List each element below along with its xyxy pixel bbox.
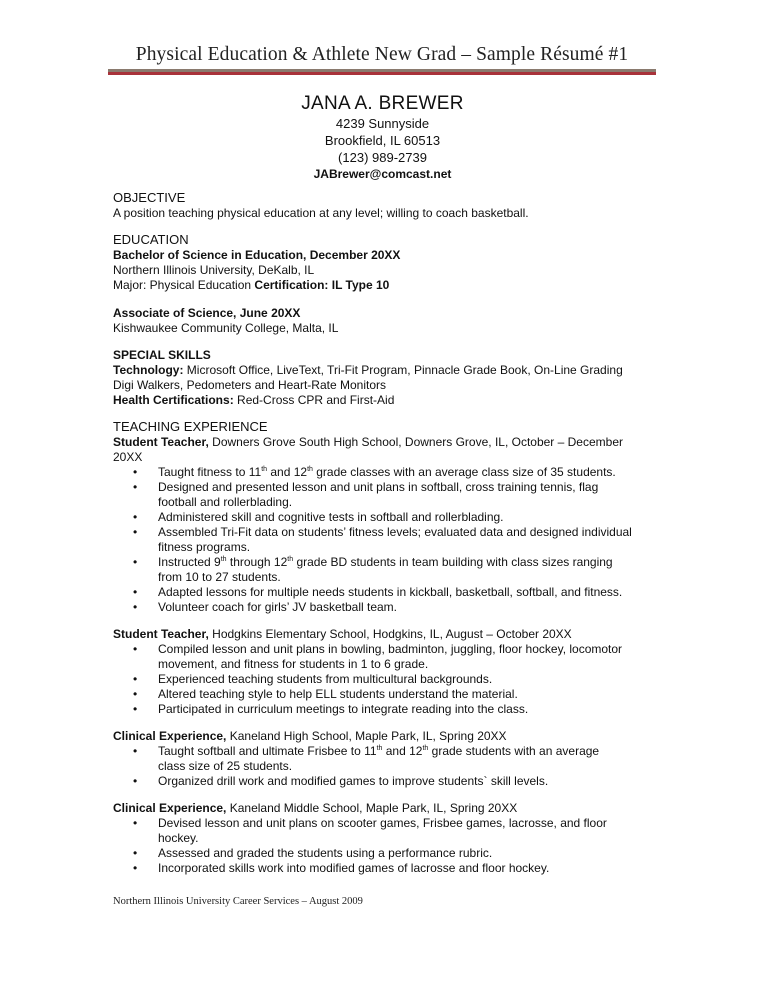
- applicant-name: JANA A. BREWER: [301, 93, 464, 114]
- job-bullets: [113, 816, 658, 876]
- school-niu: Northern Illinois University, DeKalb, IL: [113, 263, 315, 277]
- list-item: • Designed and presented lesson and unit plans in softball, cross training tennis, flag football and rollerblading.: [113, 480, 658, 510]
- city-state-zip: Brookfield, IL 60513: [324, 133, 441, 148]
- major-label: Major: Physical Education: [113, 278, 255, 292]
- job-place: Hodgkins Elementary School, Hodgkins, IL, August – October 20XX: [208, 627, 572, 641]
- list-item: • Participated in curriculum meetings to integrate reading into the class.: [113, 702, 658, 717]
- job-header: [113, 729, 658, 744]
- technology-label: Technology:: [113, 363, 184, 377]
- street-address: 4239 Sunnyside: [335, 116, 430, 131]
- job-bullets: [113, 642, 658, 717]
- objective-text: A position teaching physical education at any level; willing to coach basketball.: [113, 206, 529, 220]
- major-certification: [113, 278, 658, 293]
- list-item: • Experienced teaching students from multicultural backgrounds.: [113, 672, 658, 687]
- email-address: JABrewer@comcast.net: [313, 167, 452, 181]
- document-footer: Northern Illinois University Career Services – August 2009: [113, 896, 363, 907]
- list-item: • Altered teaching style to help ELL students understand the material.: [113, 687, 658, 702]
- health-label: Health Certifications:: [113, 393, 234, 407]
- education-heading: EDUCATION: [113, 232, 189, 247]
- degree-bachelor: Bachelor of Science in Education, December 20XX: [113, 248, 401, 262]
- list-item: • Instructed 9th through 12th grade BD students in team building with class sizes ranging from 10 to 27 students.: [113, 555, 658, 585]
- degree-associate: Associate of Science, June 20XX: [113, 306, 301, 320]
- contact-header: [0, 92, 765, 182]
- technology-skills: [113, 363, 658, 378]
- list-item: • Assessed and graded the students using a performance rubric.: [113, 846, 658, 861]
- phone-number: (123) 989-2739: [338, 150, 427, 165]
- technology-skills-cont: Digi Walkers, Pedometers and Heart-Rate Monitors: [113, 378, 386, 392]
- job-place: Kaneland Middle School, Maple Park, IL, Spring 20XX: [226, 801, 518, 815]
- objective-heading: OBJECTIVE: [113, 190, 186, 205]
- list-item: • Incorporated skills work into modified games of lacrosse and floor hockey.: [113, 861, 658, 876]
- technology-text: Microsoft Office, LiveText, Tri-Fit Program, Pinnacle Grade Book, On-Line Grading: [183, 363, 623, 377]
- list-item: • Devised lesson and unit plans on scooter games, Frisbee games, lacrosse, and floor hockey.: [113, 816, 658, 846]
- skills-heading: SPECIAL SKILLS: [113, 348, 211, 362]
- list-item: • Organized drill work and modified games to improve students` skill levels.: [113, 774, 658, 789]
- list-item: • Volunteer coach for girls’ JV basketball team.: [113, 600, 658, 615]
- health-text: Red-Cross CPR and First-Aid: [233, 393, 395, 407]
- list-item: • Assembled Tri-Fit data on students’ fitness levels; evaluated data and designed individual fitness programs.: [113, 525, 658, 555]
- job-place: Kaneland High School, Maple Park, IL, Spring 20XX: [226, 729, 507, 743]
- certification-label: Certification: IL Type 10: [254, 278, 390, 292]
- list-item: • Taught softball and ultimate Frisbee to 11th and 12th grade students with an average class size of 25 students.: [113, 744, 658, 774]
- job-title: Clinical Experience,: [113, 729, 227, 743]
- job-title: Student Teacher,: [113, 627, 209, 641]
- list-item: • Taught fitness to 11th and 12th grade classes with an average class size of 35 students.: [113, 465, 658, 480]
- school-kishwaukee: Kishwaukee Community College, Malta, IL: [113, 321, 339, 335]
- job-bullets: [113, 744, 658, 789]
- list-item: • Administered skill and cognitive tests in softball and rollerblading.: [113, 510, 658, 525]
- job-title: Student Teacher,: [113, 435, 209, 449]
- banner-rule-red: [108, 72, 656, 75]
- job-header: [113, 435, 658, 450]
- list-item: • Compiled lesson and unit plans in bowling, badminton, juggling, floor hockey, locomotor movement, and fitness for students in 1 to 6 grade.: [113, 642, 658, 672]
- teaching-heading: TEACHING EXPERIENCE: [113, 419, 268, 434]
- job-place: Downers Grove South High School, Downers Grove, IL, October – December: [208, 435, 623, 449]
- list-item: • Adapted lessons for multiple needs students in kickball, basketball, softball, and fitness.: [113, 585, 658, 600]
- health-certifications: [113, 393, 658, 408]
- job-place-cont: 20XX: [113, 450, 143, 464]
- document-banner-title: Physical Education & Athlete New Grad – Sample Résumé #1: [135, 44, 629, 65]
- resume-body: [113, 190, 658, 876]
- job-header: [113, 627, 658, 642]
- job-title: Clinical Experience,: [113, 801, 227, 815]
- job-bullets: [113, 465, 658, 615]
- job-header: [113, 801, 658, 816]
